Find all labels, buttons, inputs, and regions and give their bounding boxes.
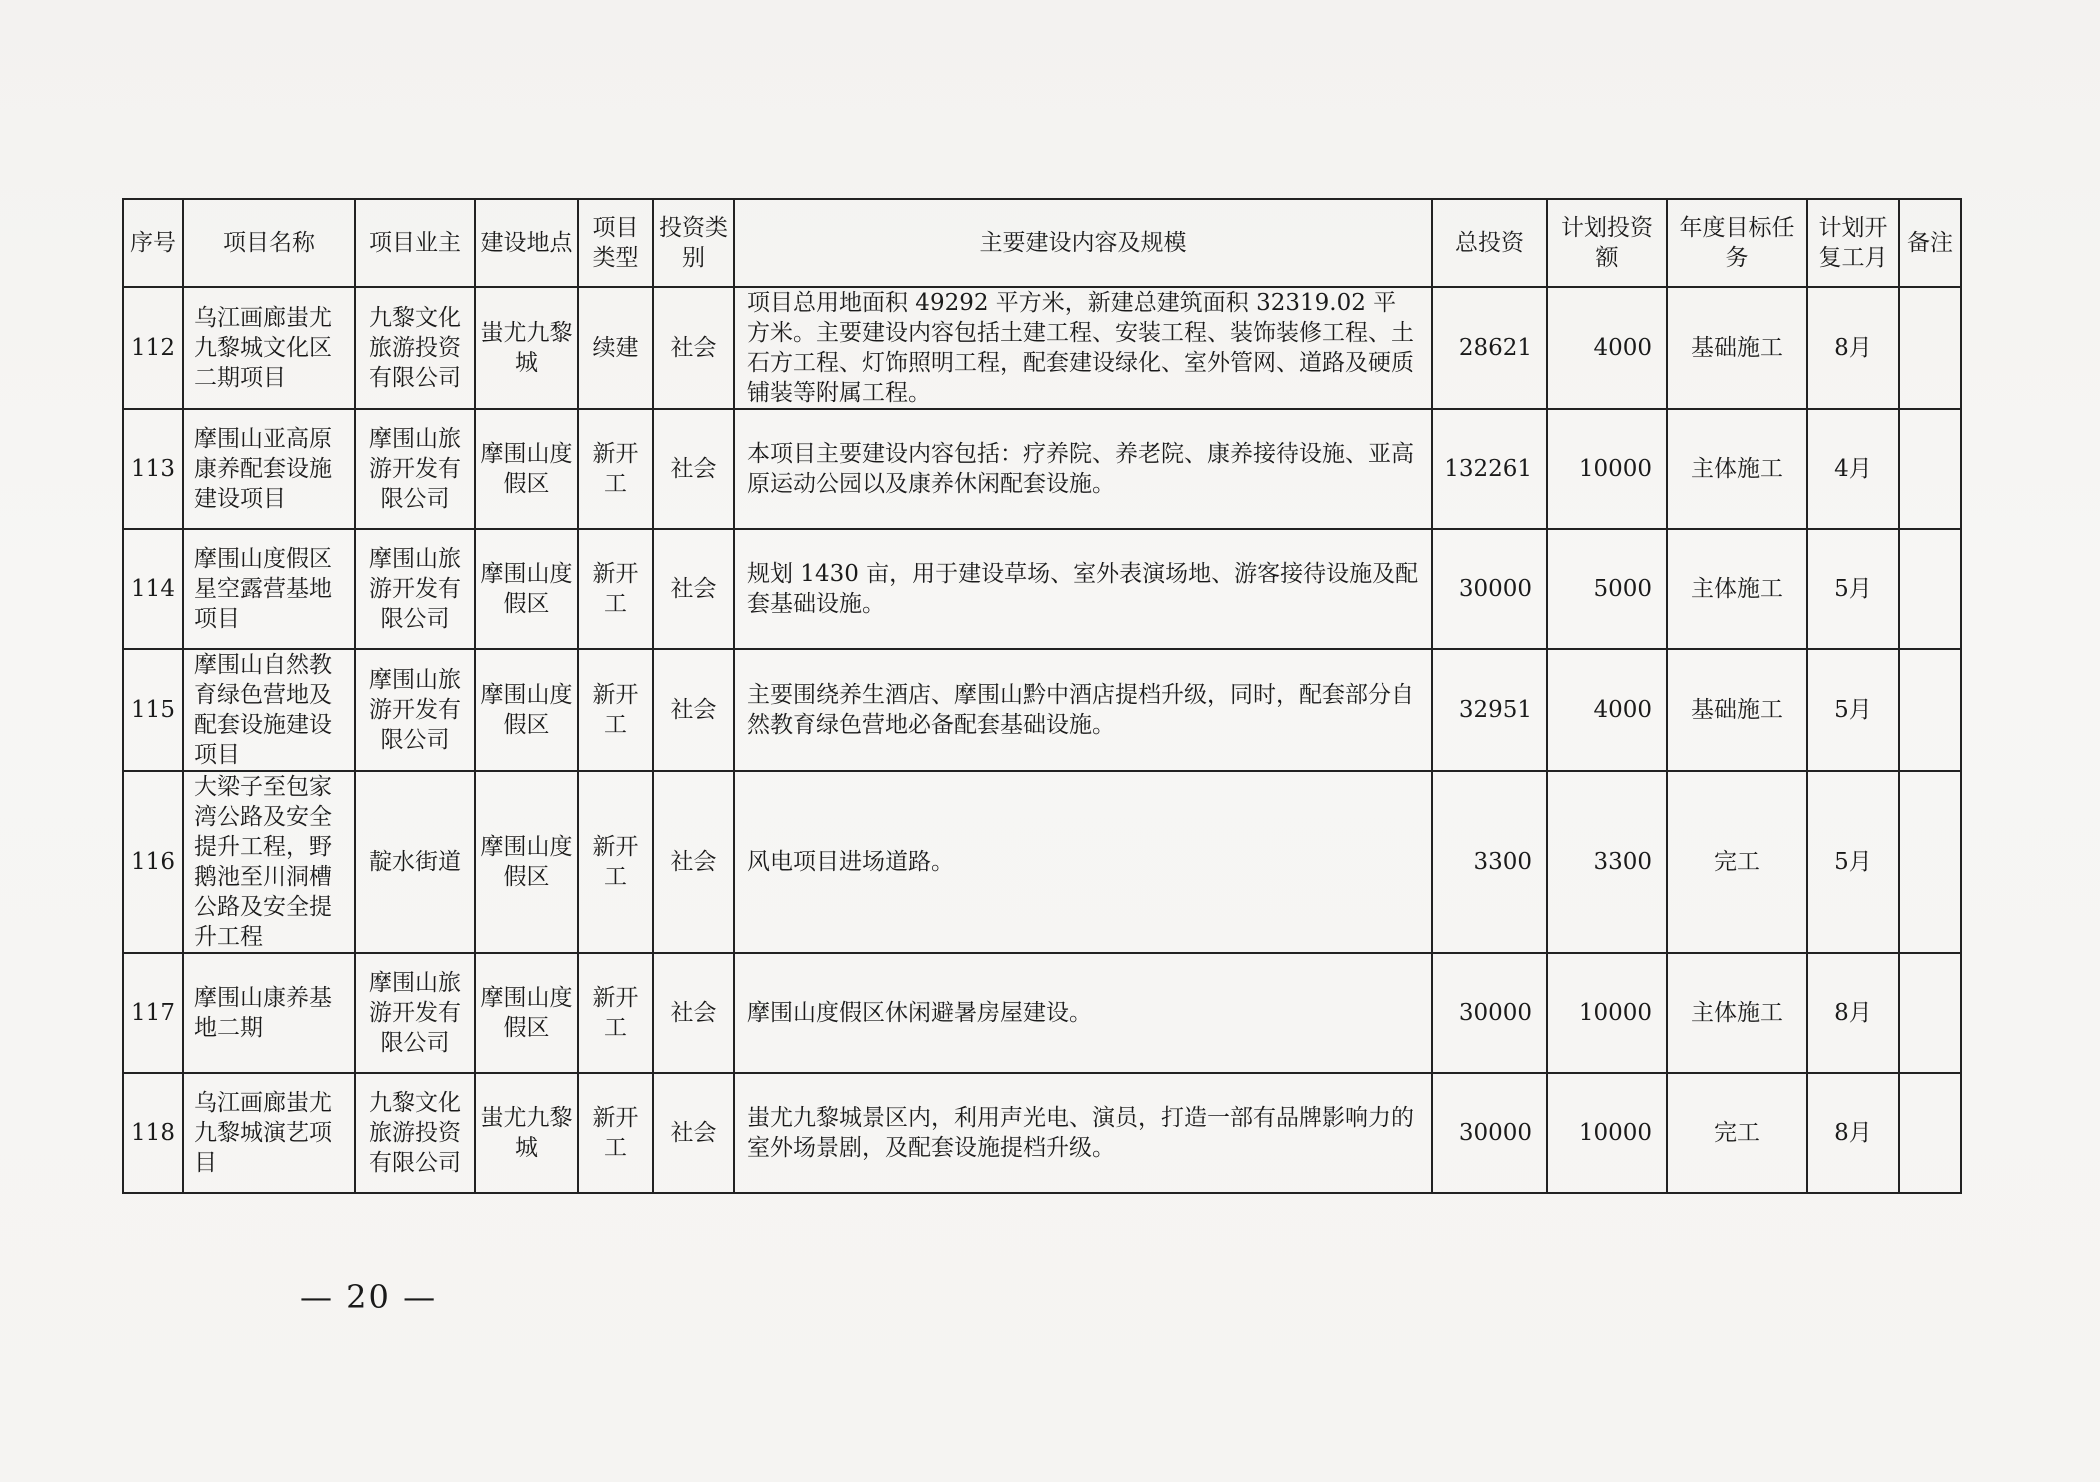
cell-content: 本项目主要建设内容包括：疗养院、养老院、康养接待设施、亚高原运动公园以及康养休闲配套设施。 [734, 409, 1432, 529]
cell-remark [1899, 1073, 1961, 1193]
cell-month: 8月 [1807, 953, 1899, 1073]
cell-location: 摩围山度假区 [475, 529, 578, 649]
cell-total: 28621 [1432, 287, 1547, 409]
cell-target: 基础施工 [1667, 649, 1807, 771]
cell-plan: 4000 [1547, 287, 1667, 409]
cell-target: 完工 [1667, 1073, 1807, 1193]
table-row [123, 1073, 1961, 1193]
cell-location: 摩围山度假区 [475, 953, 578, 1073]
cell-location: 摩围山度假区 [475, 771, 578, 953]
cell-month: 5月 [1807, 771, 1899, 953]
cell-seq: 114 [123, 529, 183, 649]
cell-seq: 117 [123, 953, 183, 1073]
cell-content: 风电项目进场道路。 [734, 771, 1432, 953]
table-header-row [123, 199, 1961, 287]
cell-invest-cat: 社会 [653, 409, 734, 529]
cell-name: 摩围山康养基地二期 [183, 953, 355, 1073]
cell-type: 新开工 [578, 1073, 653, 1193]
cell-owner: 摩围山旅游开发有限公司 [355, 529, 475, 649]
cell-content: 摩围山度假区休闲避暑房屋建设。 [734, 953, 1432, 1073]
header-plan: 计划投资额 [1547, 199, 1667, 287]
cell-remark [1899, 771, 1961, 953]
table-row [123, 953, 1961, 1073]
cell-invest-cat: 社会 [653, 953, 734, 1073]
cell-invest-cat: 社会 [653, 771, 734, 953]
cell-target: 主体施工 [1667, 409, 1807, 529]
cell-name: 摩围山自然教育绿色营地及配套设施建设项目 [183, 649, 355, 771]
cell-location: 摩围山度假区 [475, 649, 578, 771]
cell-owner: 摩围山旅游开发有限公司 [355, 409, 475, 529]
cell-owner: 九黎文化旅游投资有限公司 [355, 1073, 475, 1193]
cell-remark [1899, 649, 1961, 771]
cell-content: 规划 1430 亩，用于建设草场、室外表演场地、游客接待设施及配套基础设施。 [734, 529, 1432, 649]
cell-plan: 5000 [1547, 529, 1667, 649]
header-target: 年度目标任务 [1667, 199, 1807, 287]
cell-invest-cat: 社会 [653, 1073, 734, 1193]
cell-location: 蚩尤九黎城 [475, 1073, 578, 1193]
cell-seq: 116 [123, 771, 183, 953]
cell-total: 132261 [1432, 409, 1547, 529]
cell-name: 乌江画廊蚩尤九黎城文化区二期项目 [183, 287, 355, 409]
cell-name: 摩围山度假区星空露营基地项目 [183, 529, 355, 649]
header-location: 建设地点 [475, 199, 578, 287]
project-table [122, 198, 1962, 1194]
header-name: 项目名称 [183, 199, 355, 287]
cell-target: 主体施工 [1667, 529, 1807, 649]
cell-seq: 113 [123, 409, 183, 529]
cell-target: 完工 [1667, 771, 1807, 953]
page-number: — 20 — [300, 1278, 438, 1316]
cell-owner: 摩围山旅游开发有限公司 [355, 953, 475, 1073]
header-content: 主要建设内容及规模 [734, 199, 1432, 287]
cell-invest-cat: 社会 [653, 287, 734, 409]
cell-content: 主要围绕养生酒店、摩围山黔中酒店提档升级，同时，配套部分自然教育绿色营地必备配套基础设施。 [734, 649, 1432, 771]
cell-total: 30000 [1432, 1073, 1547, 1193]
cell-remark [1899, 953, 1961, 1073]
cell-type: 新开工 [578, 649, 653, 771]
header-seq: 序号 [123, 199, 183, 287]
cell-plan: 10000 [1547, 953, 1667, 1073]
cell-target: 基础施工 [1667, 287, 1807, 409]
cell-remark [1899, 287, 1961, 409]
cell-plan: 10000 [1547, 1073, 1667, 1193]
table-row [123, 649, 1961, 771]
cell-invest-cat: 社会 [653, 529, 734, 649]
cell-owner: 九黎文化旅游投资有限公司 [355, 287, 475, 409]
header-remark: 备注 [1899, 199, 1961, 287]
cell-target: 主体施工 [1667, 953, 1807, 1073]
header-total: 总投资 [1432, 199, 1547, 287]
header-invest-cat: 投资类别 [653, 199, 734, 287]
cell-month: 5月 [1807, 649, 1899, 771]
cell-month: 8月 [1807, 287, 1899, 409]
table-row [123, 409, 1961, 529]
cell-month: 5月 [1807, 529, 1899, 649]
cell-total: 30000 [1432, 953, 1547, 1073]
cell-location: 蚩尤九黎城 [475, 287, 578, 409]
header-month: 计划开复工月 [1807, 199, 1899, 287]
cell-owner: 摩围山旅游开发有限公司 [355, 649, 475, 771]
table-row [123, 287, 1961, 409]
cell-location: 摩围山度假区 [475, 409, 578, 529]
cell-total: 32951 [1432, 649, 1547, 771]
cell-name: 大梁子至包家湾公路及安全提升工程，野鹅池至川洞槽公路及安全提升工程 [183, 771, 355, 953]
cell-type: 新开工 [578, 409, 653, 529]
cell-owner: 靛水街道 [355, 771, 475, 953]
header-type: 项目类型 [578, 199, 653, 287]
cell-seq: 118 [123, 1073, 183, 1193]
cell-type: 新开工 [578, 953, 653, 1073]
table-row [123, 771, 1961, 953]
cell-type: 新开工 [578, 771, 653, 953]
cell-seq: 115 [123, 649, 183, 771]
cell-type: 新开工 [578, 529, 653, 649]
table-row [123, 529, 1961, 649]
cell-remark [1899, 529, 1961, 649]
cell-content: 项目总用地面积 49292 平方米，新建总建筑面积 32319.02 平方米。主要建设内容包括土建工程、安装工程、装饰装修工程、土石方工程、灯饰照明工程，配套建设绿化、室外管网、道路及硬质铺装等附属工程。 [734, 287, 1432, 409]
cell-month: 4月 [1807, 409, 1899, 529]
cell-invest-cat: 社会 [653, 649, 734, 771]
cell-content: 蚩尤九黎城景区内，利用声光电、演员，打造一部有品牌影响力的室外场景剧，及配套设施提档升级。 [734, 1073, 1432, 1193]
cell-name: 乌江画廊蚩尤九黎城演艺项目 [183, 1073, 355, 1193]
header-owner: 项目业主 [355, 199, 475, 287]
cell-name: 摩围山亚高原康养配套设施建设项目 [183, 409, 355, 529]
cell-plan: 10000 [1547, 409, 1667, 529]
cell-total: 30000 [1432, 529, 1547, 649]
cell-total: 3300 [1432, 771, 1547, 953]
cell-plan: 4000 [1547, 649, 1667, 771]
cell-remark [1899, 409, 1961, 529]
cell-month: 8月 [1807, 1073, 1899, 1193]
cell-seq: 112 [123, 287, 183, 409]
cell-plan: 3300 [1547, 771, 1667, 953]
cell-type: 续建 [578, 287, 653, 409]
